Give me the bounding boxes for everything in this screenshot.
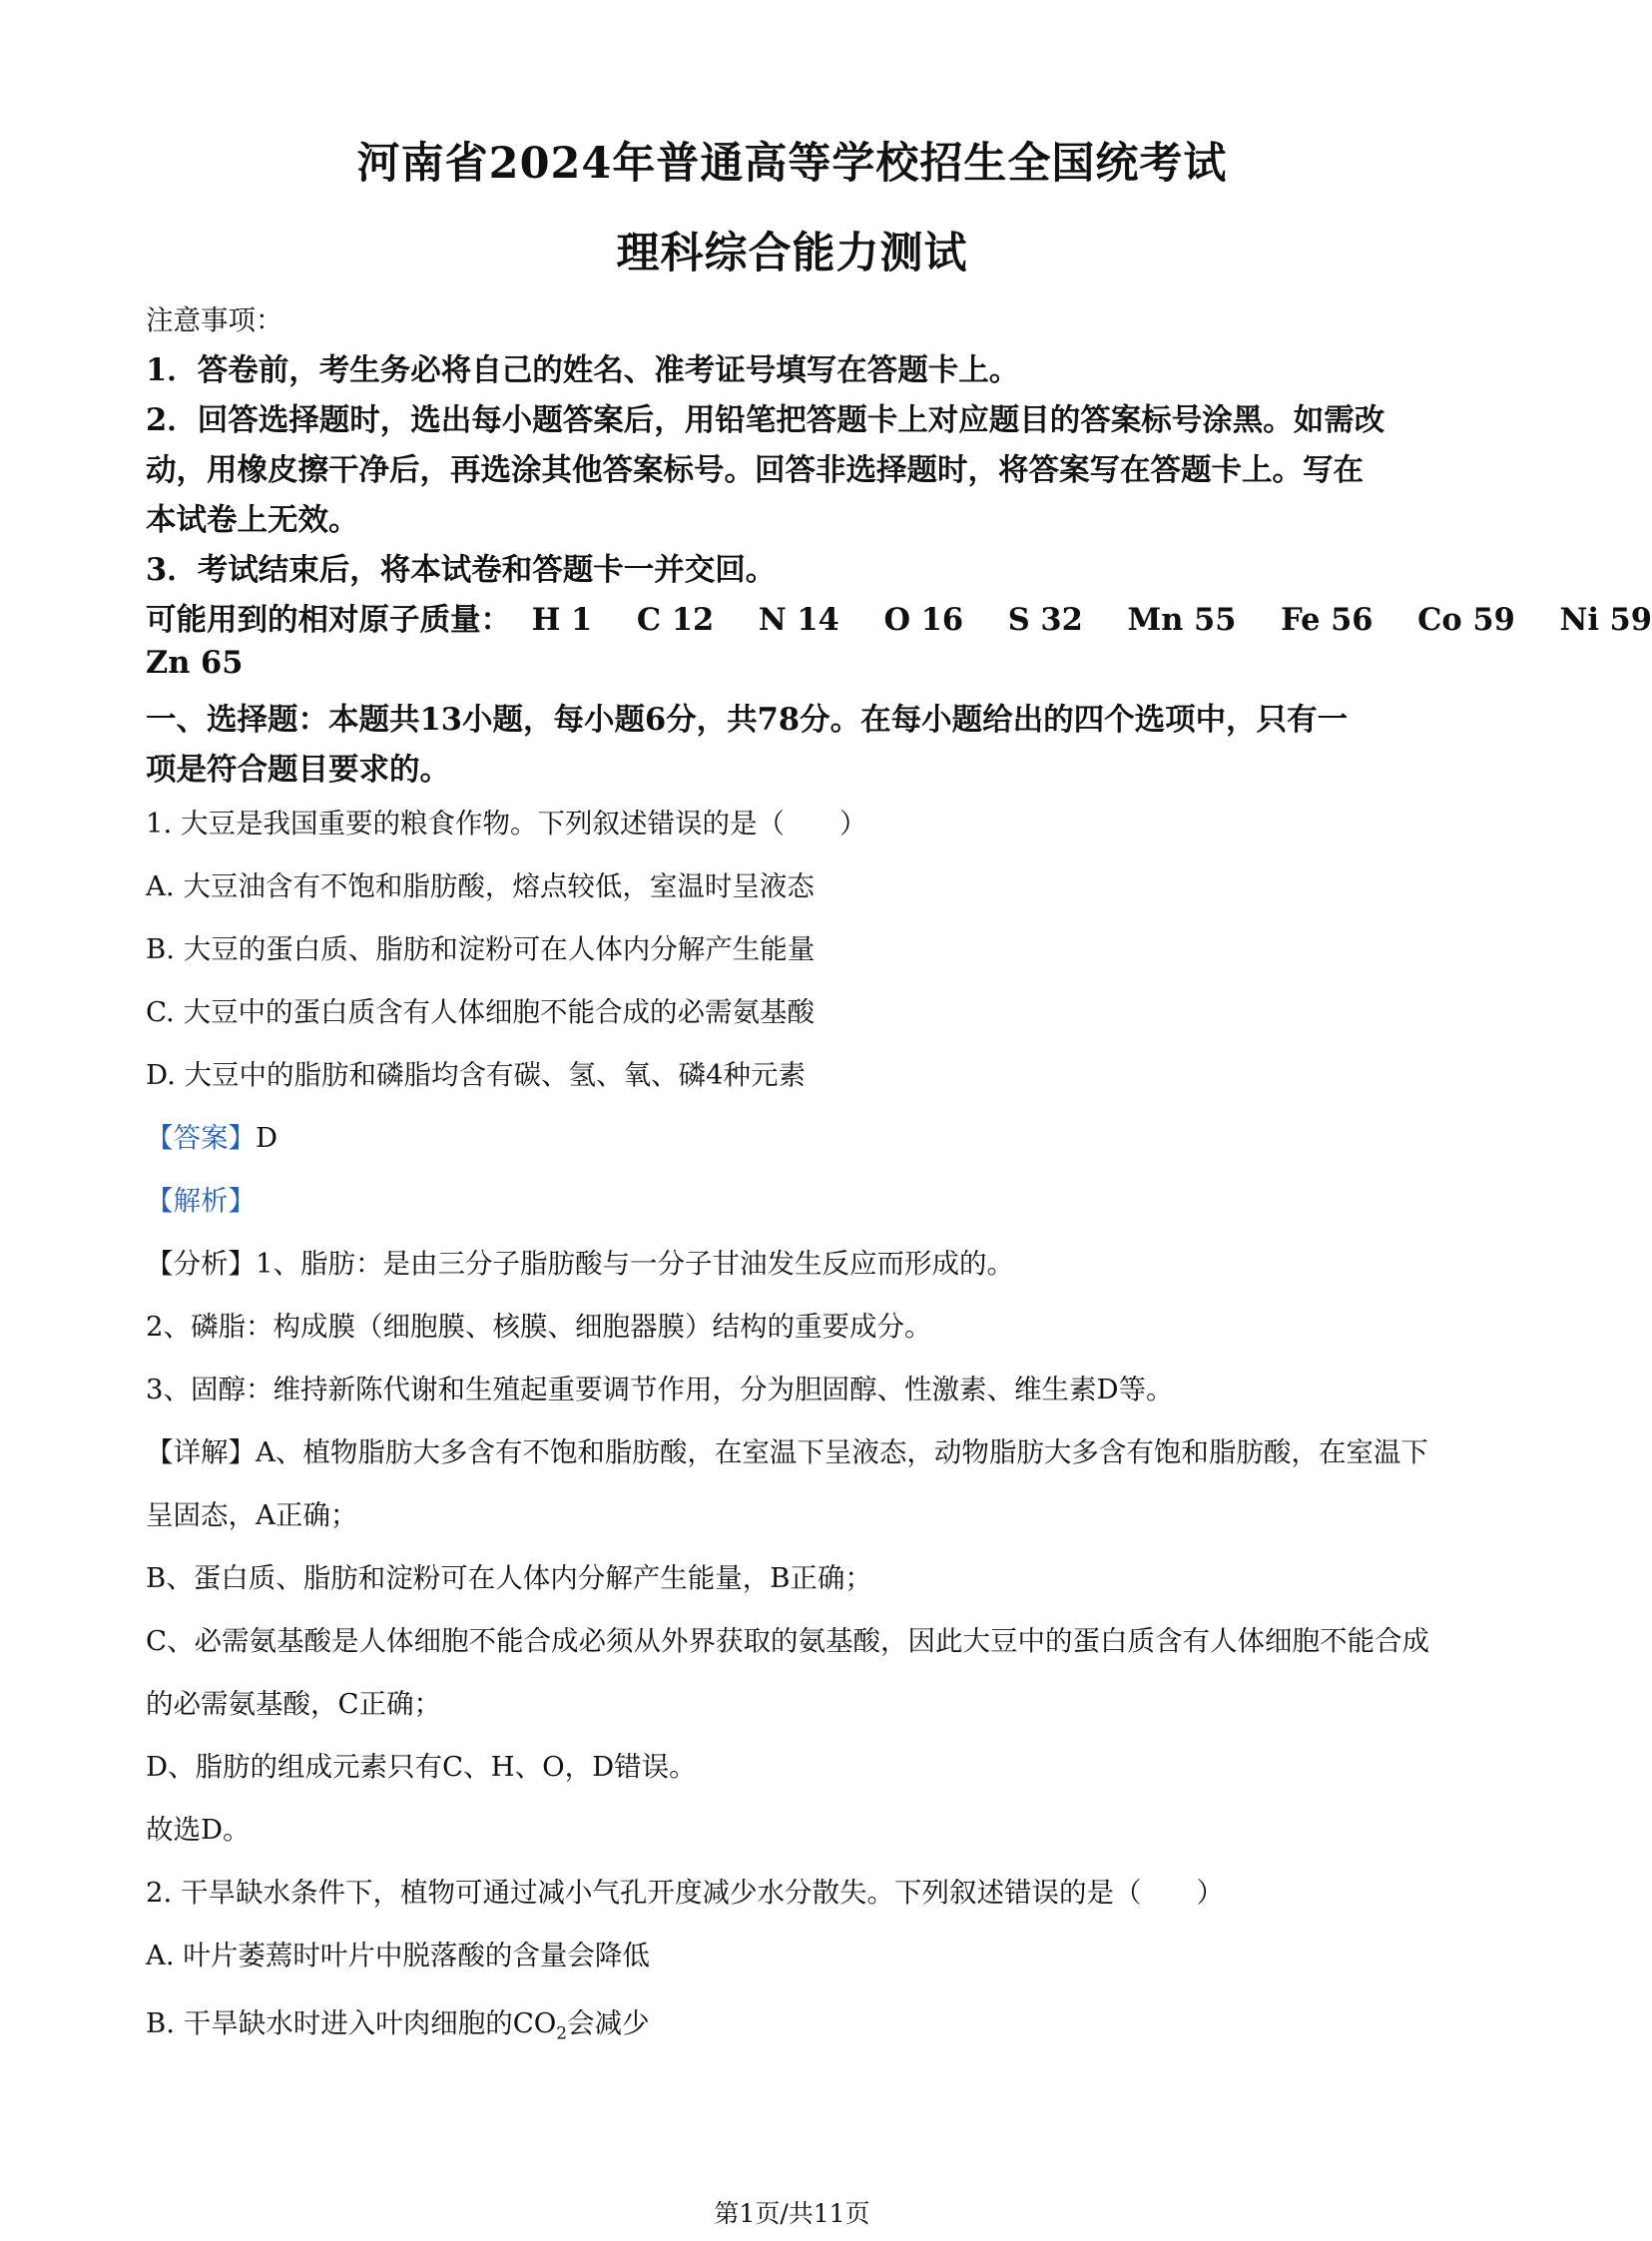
notice-item-2-line-3: 本试卷上无效。 <box>146 502 359 538</box>
q2-option-b-tail: 会减少 <box>567 2007 650 2039</box>
mass-mn: Mn 55 <box>1127 602 1237 638</box>
q2-stem: 2. 干旱缺水条件下，植物可通过减小气孔开度减少水分散失。下列叙述错误的是（ ） <box>146 1877 1224 1909</box>
xiangjie-line-b: B、蛋白质、脂肪和淀粉可在人体内分解产生能量，B正确； <box>146 1562 872 1594</box>
fenxi-line-3: 3、固醇：维持新陈代谢和生殖起重要调节作用，分为胆固醇、性激素、维生素D等。 <box>146 1374 1174 1405</box>
mass-c: C 12 <box>636 602 715 638</box>
q1-option-a: A. 大豆油含有不饱和脂肪酸，熔点较低，室温时呈液态 <box>146 870 815 902</box>
mass-fe: Fe 56 <box>1281 602 1374 638</box>
mass-n: N 14 <box>758 602 839 638</box>
q1-conclusion: 故选D。 <box>146 1814 251 1846</box>
exam-subtitle: 理科综合能力测试 <box>616 229 968 279</box>
section-heading-line-1: 一、选择题：本题共13小题，每小题6分，共78分。在每小题给出的四个选项中，只有一 <box>146 702 1349 738</box>
atomic-masses-label: 可能用到的相对原子质量： <box>146 602 511 638</box>
section-heading-line-2: 项是符合题目要求的。 <box>146 752 450 788</box>
notice-item-1: 1．答卷前，考生务必将自己的姓名、准考证号填写在答题卡上。 <box>146 352 1020 388</box>
fenxi-line-1 <box>146 1241 1014 1281</box>
xiangjie-text-a1: A、植物脂肪大多含有不饱和脂肪酸，在室温下呈液态，动物脂肪大多含有饱和脂肪酸，在室温下 <box>256 1436 1428 1468</box>
fenxi-label: 【分析】 <box>146 1248 256 1280</box>
xiangjie-line-d: D、脂肪的组成元素只有C、H、O，D错误。 <box>146 1751 697 1783</box>
answer-label: 【答案】 <box>146 1122 256 1154</box>
mass-s: S 32 <box>1007 602 1083 638</box>
mass-h: H 1 <box>531 602 593 638</box>
mass-co: Co 59 <box>1417 602 1515 638</box>
mass-o: O 16 <box>883 602 964 638</box>
notice-item-2-line-1: 2．回答选择题时，选出每小题答案后，用铅笔把答题卡上对应题目的答案标号涂黑。如需改 <box>146 402 1385 438</box>
q2-option-b <box>146 2000 650 2044</box>
q1-answer <box>146 1115 277 1155</box>
q1-stem: 1. 大豆是我国重要的粮食作物。下列叙述错误的是（ ） <box>146 808 867 840</box>
analysis-label: 【解析】 <box>146 1185 256 1217</box>
atomic-masses <box>146 595 1652 639</box>
q1-option-c: C. 大豆中的蛋白质含有人体细胞不能合成的必需氨基酸 <box>146 996 816 1028</box>
fenxi-line-2: 2、磷脂：构成膜（细胞膜、核膜、细胞器膜）结构的重要成分。 <box>146 1311 932 1343</box>
exam-title: 河南省2024年普通高等学校招生全国统考试 <box>356 139 1228 189</box>
co2-formula: CO <box>512 2007 557 2039</box>
xiangjie-line-c1: C、必需氨基酸是人体细胞不能合成必须从外界获取的氨基酸，因此大豆中的蛋白质含有人体细胞不能合成 <box>146 1625 1430 1657</box>
answer-value: D <box>256 1122 278 1154</box>
notice-item-2-line-2: 动，用橡皮擦干净后，再选涂其他答案标号。回答非选择题时，将答案写在答题卡上。写在 <box>146 452 1364 488</box>
mass-ni: Ni 59 <box>1559 602 1652 638</box>
q2-option-b-text: B. 干旱缺水时进入叶肉细胞的 <box>146 2007 513 2039</box>
xiangjie-line-a1 <box>146 1429 1428 1469</box>
q1-option-d: D. 大豆中的脂肪和磷脂均含有碳、氢、氧、磷4种元素 <box>146 1059 807 1091</box>
xiangjie-line-c2: 的必需氨基酸，C正确； <box>146 1688 442 1720</box>
xiangjie-line-a2: 呈固态，A正确； <box>146 1499 358 1531</box>
fenxi-text-1: 1、脂肪：是由三分子脂肪酸与一分子甘油发生反应而形成的。 <box>256 1248 1014 1280</box>
page-footer: 第1页/共11页 <box>714 2199 870 2228</box>
notice-heading: 注意事项： <box>146 304 283 336</box>
mass-zn: Zn 65 <box>146 645 244 681</box>
notice-item-3: 3．考试结束后，将本试卷和答题卡一并交回。 <box>146 552 777 588</box>
co2-subscript: 2 <box>556 2023 568 2044</box>
q2-option-a: A. 叶片萎蔫时叶片中脱落酸的含量会降低 <box>146 1940 650 1971</box>
q1-option-b: B. 大豆的蛋白质、脂肪和淀粉可在人体内分解产生能量 <box>146 933 816 965</box>
xiangjie-label: 【详解】 <box>146 1436 256 1468</box>
